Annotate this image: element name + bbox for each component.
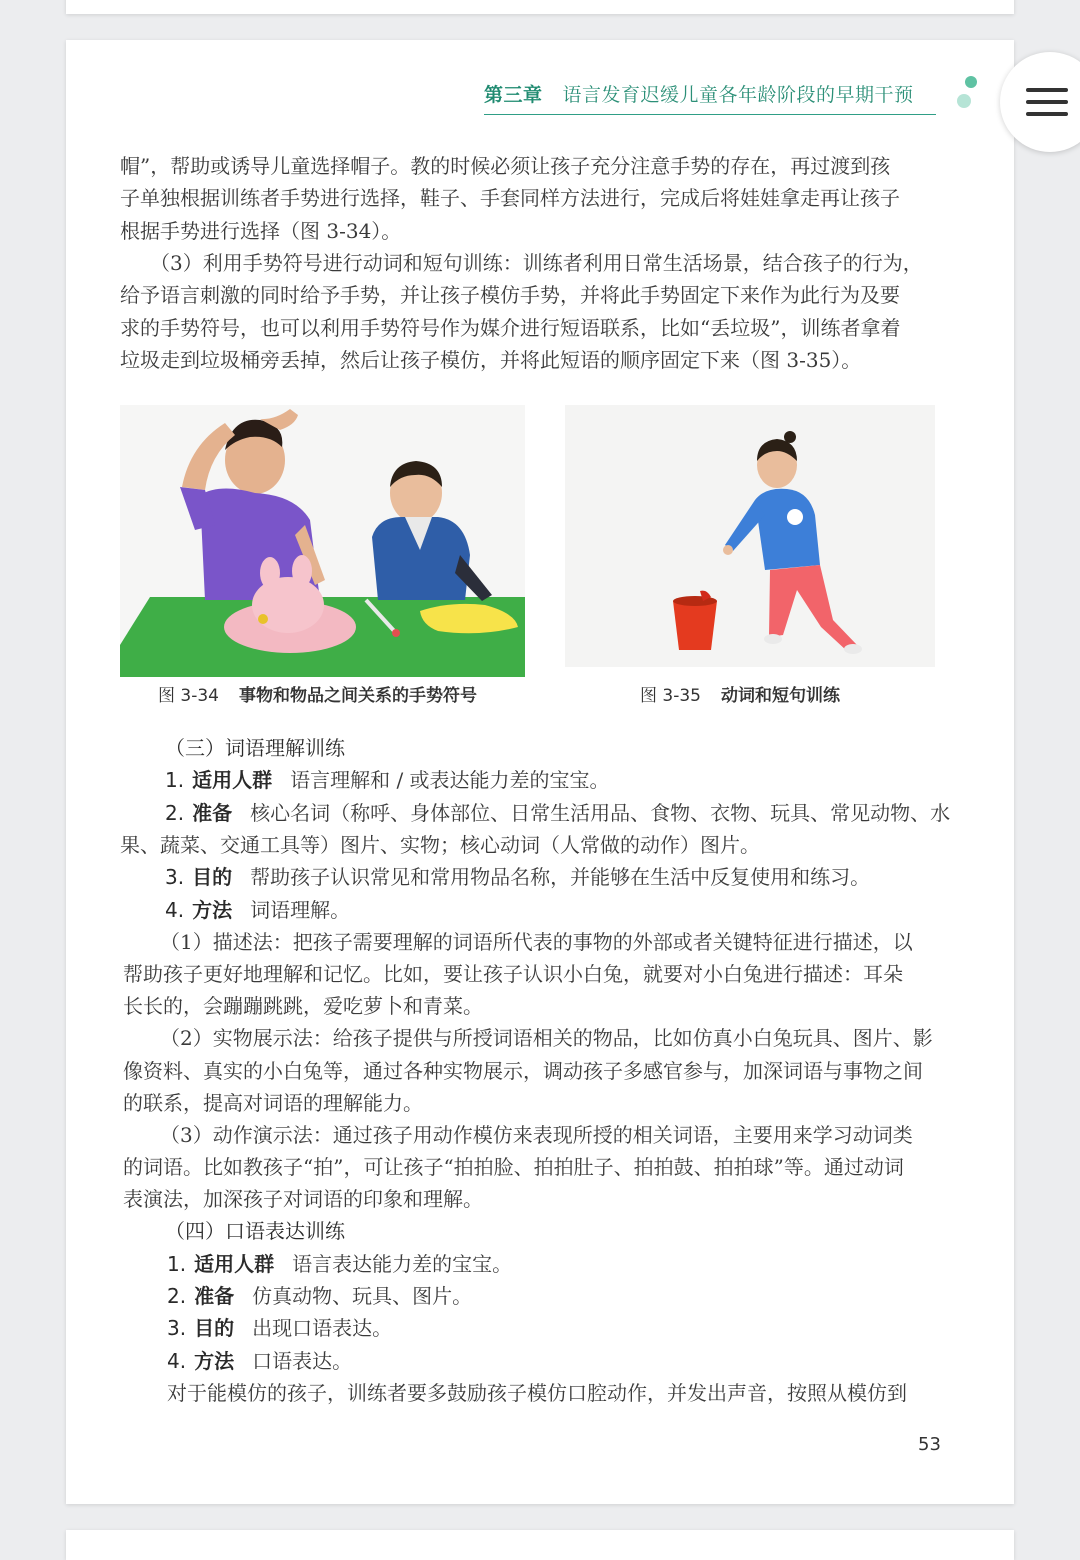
list-item: 3. 目的 出现口语表达。 bbox=[167, 1316, 393, 1340]
paragraph-line: 像资料、真实的小白兔等，通过各种实物展示，调动孩子多感官参与，加深词语与事物之间 bbox=[123, 1059, 923, 1083]
figure-number: 图 3-34 bbox=[158, 686, 219, 706]
paragraph-line: 果、蔬菜、交通工具等）图片、实物；核心动词（人常做的动作）图片。 bbox=[120, 833, 760, 857]
paragraph-line: 对于能模仿的孩子，训练者要多鼓励孩子模仿口腔动作，并发出声音，按照从模仿到 bbox=[167, 1381, 907, 1405]
paragraph-line: （1）描述法：把孩子需要理解的词语所代表的事物的外部或者关键特征进行描述，以 bbox=[160, 930, 913, 954]
paragraph-line: 子单独根据训练者手势进行选择，鞋子、手套同样方法进行，完成后将娃娃拿走再让孩子 bbox=[120, 186, 900, 210]
paragraph-line: 长长的，会蹦蹦跳跳，爱吃萝卜和青菜。 bbox=[123, 994, 483, 1018]
chapter-title: 语言发育迟缓儿童各年龄阶段的早期干预 bbox=[562, 84, 914, 106]
chapter-label: 第三章 bbox=[484, 84, 543, 106]
figure-3-34-caption bbox=[158, 684, 477, 708]
list-item: 1. 适用人群 语言表达能力差的宝宝。 bbox=[167, 1252, 513, 1276]
list-item: 3. 目的 帮助孩子认识常见和常用物品名称，并能够在生活中反复使用和练习。 bbox=[165, 865, 871, 889]
paragraph-line: 的联系，提高对词语的理解能力。 bbox=[123, 1091, 423, 1115]
section-heading: （四）口语表达训练 bbox=[165, 1219, 345, 1243]
paragraph-line: 根据手势进行选择（图 3-34）。 bbox=[120, 219, 402, 243]
figure-3-35-photo bbox=[565, 405, 935, 667]
figure-3-34-photo bbox=[120, 405, 525, 677]
list-item: 2. 准备 核心名词（称呼、身体部位、日常生活用品、食物、衣物、玩具、常见动物、水 bbox=[165, 801, 951, 825]
paragraph-line: 求的手势符号，也可以利用手势符号作为媒介进行短语联系，比如“丢垃圾”，训练者拿着 bbox=[120, 316, 901, 340]
previous-page-edge bbox=[66, 0, 1014, 14]
menu-icon bbox=[1026, 88, 1068, 92]
child-throwing-trash-illustration bbox=[565, 405, 935, 667]
figure-caption-text: 事物和物品之间关系的手势符号 bbox=[239, 686, 477, 706]
paragraph-line: 表演法，加深孩子对词语的印象和理解。 bbox=[123, 1187, 483, 1211]
list-item: 1. 适用人群 语言理解和 / 或表达能力差的宝宝。 bbox=[165, 768, 610, 792]
list-item: 2. 准备 仿真动物、玩具、图片。 bbox=[167, 1284, 473, 1308]
teacher-child-gesture-illustration bbox=[120, 405, 525, 677]
paragraph-line: 的词语。比如教孩子“拍”，可让孩子“拍拍脸、拍拍肚子、拍拍鼓、拍拍球”等。通过动词 bbox=[123, 1155, 904, 1179]
figure-number: 图 3-35 bbox=[640, 686, 701, 706]
figure-caption-text: 动词和短句训练 bbox=[721, 686, 840, 706]
paragraph-line: 帮助孩子更好地理解和记忆。比如，要让孩子认识小白兔，就要对小白兔进行描述：耳朵 bbox=[123, 962, 903, 986]
list-item: 4. 方法 口语表达。 bbox=[167, 1349, 353, 1373]
running-header bbox=[484, 80, 936, 115]
page-number: 53 bbox=[918, 1434, 941, 1455]
paragraph-line: 给予语言刺激的同时给予手势，并让孩子模仿手势，并将此手势固定下来作为此行为及要 bbox=[120, 283, 900, 307]
paragraph-line: （3）利用手势符号进行动词和短句训练：训练者利用日常生活场景，结合孩子的行为， bbox=[150, 251, 923, 275]
list-item: 4. 方法 词语理解。 bbox=[165, 898, 351, 922]
paragraph-line: 帽”，帮助或诱导儿童选择帽子。教的时候必须让孩子充分注意手势的存在，再过渡到孩 bbox=[120, 154, 891, 178]
paragraph-line: 垃圾走到垃圾桶旁丢掉，然后让孩子模仿，并将此短语的顺序固定下来（图 3-35）。 bbox=[120, 348, 862, 372]
section-heading: （三）词语理解训练 bbox=[165, 736, 345, 760]
figure-3-35-caption bbox=[640, 684, 840, 708]
decorative-dots bbox=[955, 76, 979, 112]
next-page-edge bbox=[66, 1530, 1014, 1560]
paragraph-line: （2）实物展示法：给孩子提供与所授词语相关的物品，比如仿真小白兔玩具、图片、影 bbox=[160, 1026, 933, 1050]
paragraph-line: （3）动作演示法：通过孩子用动作模仿来表现所授的相关词语，主要用来学习动词类 bbox=[160, 1123, 913, 1147]
